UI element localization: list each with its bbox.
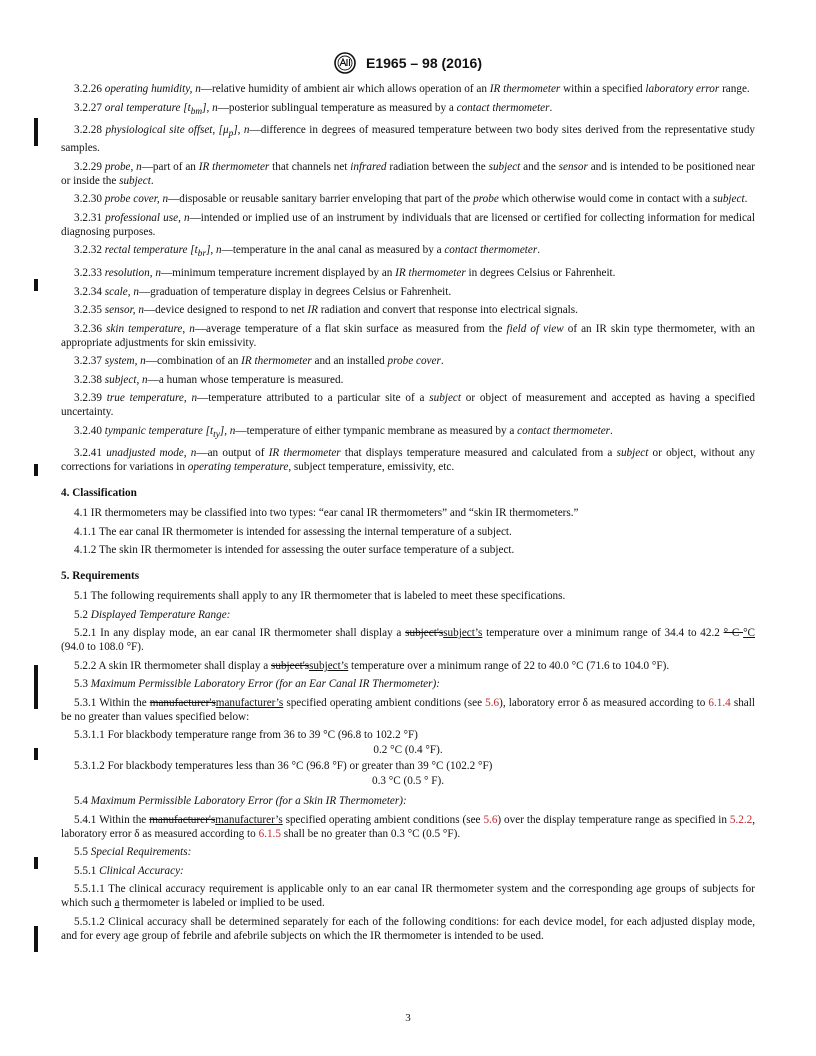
definition-paragraph: 3.2.32 rectal temperature $[t_{br}]$, n—temperature in the anal canal as measured by a contact thermometer. <box>74 244 541 260</box>
section-heading: 4. Classification <box>61 487 137 500</box>
deleted-text: ° C <box>723 627 744 640</box>
paragraph: 5.3.1.2 For blackbody temperatures less than 36 °C (96.8 °F) or greater than 39 °C (102.2 °F) <box>74 760 493 773</box>
tolerance-value: 0.2 °C (0.4 °F). <box>373 744 443 757</box>
definition-paragraph: 3.2.39 true temperature, n—temperature attributed to a particular site of a subject or object of measurement and accepted as having a specified uncertainty. <box>61 392 756 419</box>
definition-paragraph: 3.2.40 tympanic temperature $[t_{ty}]$, n—temperature of either tympanic membrane as measured by a contact thermometer. <box>74 424 613 440</box>
definition-paragraph: 3.2.27 oral temperature $[t_{bm}]$, n—posterior sublingual temperature as measured by a contact thermometer. <box>74 101 553 117</box>
definition-paragraph: 3.2.36 skin temperature, n—average temperature of a flat skin surface as measured from the field of view of an IR skin type thermometer, with an appropriate adjustments for skin emissivity. <box>61 322 755 349</box>
paragraph: 5.5.1.2 Clinical accuracy shall be determined separately for each of the following conditions: for each device model, for each adjusted display mode, and for every age group of febrile and afebrile subjects on which the IR thermometer is intended to be used. <box>61 915 755 942</box>
paragraph: 5.4.1 Within the manufacturer'smanufacturer’s specified operating ambient conditions (see 5.6) over the display temperature range as specified in 5.2.2, laboratory error δ as measured according to 6.1.5 shall be no greater than 0.3 °C (0.5 °F). <box>61 813 755 840</box>
change-bar <box>34 118 38 146</box>
inserted-text: °C <box>743 627 756 640</box>
change-bar <box>34 857 38 869</box>
definition-paragraph: 3.2.37 system, n—combination of an IR thermometer and an installed probe cover. <box>74 355 444 368</box>
paragraph: 4.1 IR thermometers may be classified into two types: “ear canal IR thermometers” and “skin IR thermometers.” <box>74 507 579 520</box>
deleted-text: subject's <box>405 627 444 640</box>
subsection-heading: 5.3 Maximum Permissible Laboratory Error (for an Ear Canal IR Thermometer): <box>74 678 440 691</box>
definition-paragraph: 3.2.33 resolution, n—minimum temperature increment displayed by an IR thermometer in degrees Celsius or Fahrenheit. <box>74 267 616 280</box>
cross-reference-link[interactable]: 5.2.2 <box>729 813 753 826</box>
deleted-text: manufacturer's <box>149 813 216 826</box>
inserted-text: subject’s <box>309 659 349 672</box>
paragraph: 5.2.1 In any display mode, an ear canal IR thermometer shall display a subject'ssubject’s temperature over a minimum range of 34.4 to 42.2 ° C °C (94.0 to 108.0 °F). <box>61 627 756 654</box>
deleted-text: subject's <box>271 659 310 672</box>
definition-paragraph: 3.2.34 scale, n—graduation of temperature display in degrees Celsius or Fahrenheit. <box>74 285 452 298</box>
paragraph: 5.3.1.1 For blackbody temperature range from 36 to 39 °C (96.8 to 102.2 °F) <box>74 729 418 742</box>
change-bar <box>34 926 38 952</box>
cross-reference-link[interactable]: 5.6 <box>485 696 500 709</box>
paragraph: 5.2.2 A skin IR thermometer shall display a subject'ssubject’s temperature over a minimum range of 22 to 40.0 °C (71.6 to 104.0 °F). <box>74 659 670 672</box>
inserted-text: manufacturer’s <box>215 696 284 709</box>
definition-paragraph: 3.2.35 sensor, n—device designed to respond to net IR radiation and convert that response into electrical signals. <box>74 304 578 317</box>
change-bar <box>34 748 38 760</box>
tolerance-value: 0.3 °C (0.5 ° F). <box>371 775 445 788</box>
inserted-text: manufacturer’s <box>215 813 283 826</box>
definition-paragraph: 3.2.41 unadjusted mode, n—an output of IR thermometer that displays temperature measured and calculated from a subject or object, without any corrections for variations in operating temperature, subject temperature, emissivity, etc. <box>61 447 755 474</box>
subsection-heading: 5.5.1 Clinical Accuracy: <box>74 864 184 877</box>
inserted-text: a <box>114 897 120 910</box>
cross-reference-link[interactable]: 5.6 <box>483 813 498 826</box>
paragraph: 5.1 The following requirements shall apply to any IR thermometer that is labeled to meet these specifications. <box>74 590 566 603</box>
subsection-heading: 5.4 Maximum Permissible Laboratory Error (for a Skin IR Thermometer): <box>74 795 407 808</box>
document-id: E1965 – 98 (2016) <box>366 55 482 71</box>
cross-reference-link[interactable]: 6.1.5 <box>258 827 281 840</box>
definition-paragraph: 3.2.31 professional use, n—intended or implied use of an instrument by individuals that are licensed or certified for collecting information for medical diagnosing purposes. <box>61 211 755 238</box>
paragraph: 4.1.2 The skin IR thermometer is intended for assessing the outer surface temperature of a subject. <box>74 544 515 557</box>
document-body <box>61 82 755 947</box>
paragraph: 4.1.1 The ear canal IR thermometer is intended for assessing the internal temperature of a subject. <box>74 525 512 538</box>
subsection-heading: 5.2 Displayed Temperature Range: <box>74 608 231 621</box>
astm-logo-icon <box>334 52 356 74</box>
page-number: 3 <box>405 1012 411 1024</box>
definition-paragraph: 3.2.29 probe, n—part of an IR thermometer that channels net infrared radiation between the subject and the sensor and is intended to be positioned near or inside the subject. <box>61 160 756 187</box>
definition-paragraph: 3.2.26 operating humidity, n—relative humidity of ambient air which allows operation of an IR thermometer within a specified laboratory error range. <box>74 83 750 95</box>
definition-paragraph: 3.2.38 subject, n—a human whose temperature is measured. <box>74 373 344 386</box>
section-heading: 5. Requirements <box>61 570 140 583</box>
change-bar <box>34 279 38 291</box>
paragraph: 5.5.1.1 The clinical accuracy requirement is applicable only to an ear canal IR thermometer system and the corresponding age groups of subjects for which such a thermometer is labeled or implied to be used. <box>61 883 755 910</box>
page-header <box>0 52 816 74</box>
change-bar <box>34 665 38 709</box>
deleted-text: manufacturer's <box>149 696 216 709</box>
cross-reference-link[interactable]: 6.1.4 <box>708 696 731 709</box>
subsection-heading: 5.5 Special Requirements: <box>74 846 192 859</box>
paragraph: 5.3.1 Within the manufacturer'smanufacturer’s specified operating ambient conditions (see 5.6), laboratory error δ as measured according to 6.1.4 shall be no greater than values specified below: <box>61 696 755 723</box>
definition-paragraph: 3.2.28 physiological site offset, $[\mu_p]$, n—difference in degrees of measured temperature between two body sites derived from the representative study samples. <box>61 124 756 155</box>
change-bar <box>34 464 38 476</box>
inserted-text: subject’s <box>443 627 483 640</box>
definition-paragraph: 3.2.30 probe cover, n—disposable or reusable sanitary barrier enveloping that part of the probe which otherwise would come in contact with a subject. <box>74 193 748 206</box>
